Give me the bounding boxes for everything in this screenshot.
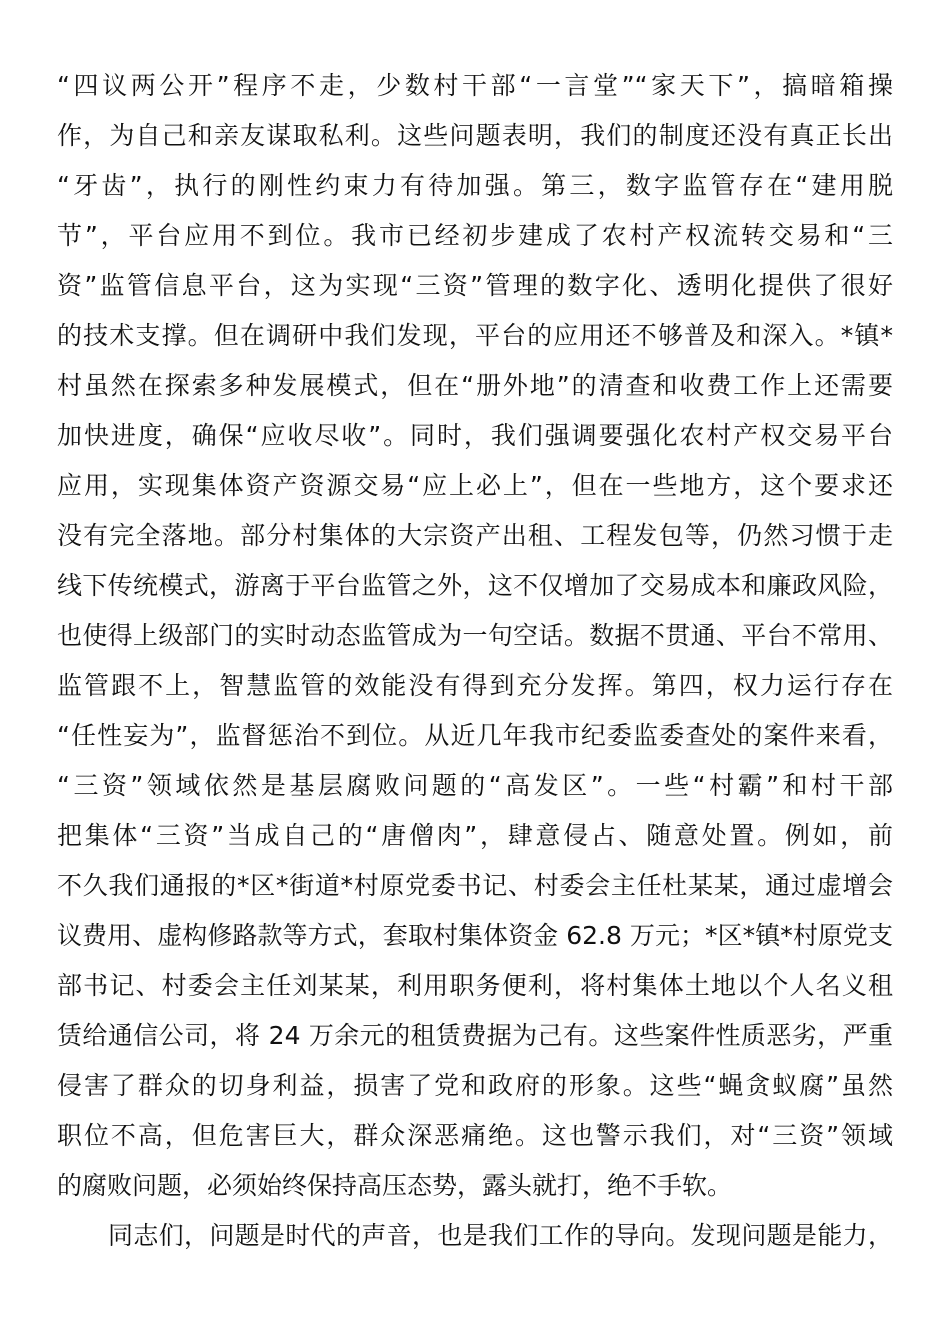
text-line: 没有完全落地。部分村集体的大宗资产出租、工程发包等，仍然习惯于走 [57,521,893,550]
text-line: 议费用、虚构修路款等方式，套取村集体资金 62.8 万元；*区*镇*村原党支 [57,921,893,950]
text-line: “四议两公开”程序不走，少数村干部“一言堂”“家天下”，搞暗箱操 [57,71,893,100]
text-line: “任性妄为”，监督惩治不到位。从近几年我市纪委监委查处的案件来看， [57,721,893,750]
text-line: “三资”领域依然是基层腐败问题的“高发区”。一些“村霸”和村干部 [57,771,893,800]
text-line: 的腐败问题，必须始终保持高压态势，露头就打，绝不手软。 [57,1171,733,1200]
text-line: 也使得上级部门的实时动态监管成为一句空话。数据不贯通、平台不常用、 [57,621,893,650]
text-line: 线下传统模式，游离于平台监管之外，这不仅增加了交易成本和廉政风险， [57,571,893,600]
text-line: “牙齿”，执行的刚性约束力有待加强。第三，数字监管存在“建用脱 [57,171,893,200]
text-line: 不久我们通报的*区*街道*村原党委书记、村委会主任杜某某，通过虚增会 [57,871,893,900]
text-line: 侵害了群众的切身利益，损害了党和政府的形象。这些“蝇贪蚁腐”虽然 [57,1071,893,1100]
text-line: 的技术支撑。但在调研中我们发现，平台的应用还不够普及和深入。*镇* [57,321,893,350]
text-line: 加快进度，确保“应收尽收”。同时，我们强调要强化农村产权交易平台 [57,421,893,450]
text-line: 职位不高，但危害巨大，群众深恶痛绝。这也警示我们，对“三资”领域 [57,1121,893,1150]
text-line: 应用，实现集体资产资源交易“应上必上”，但在一些地方，这个要求还 [57,471,893,500]
paragraph-first-line: 同志们，问题是时代的声音，也是我们工作的导向。发现问题是能力， [108,1221,893,1250]
text-line: 监管跟不上，智慧监管的效能没有得到充分发挥。第四，权力运行存在 [57,671,893,700]
text-line: 资”监管信息平台，这为实现“三资”管理的数字化、透明化提供了很好 [57,271,893,300]
text-line: 作，为自己和亲友谋取私利。这些问题表明，我们的制度还没有真正长出 [57,121,893,150]
text-line: 村虽然在探索多种发展模式，但在“册外地”的清查和收费工作上还需要 [57,371,893,400]
text-line: 部书记、村委会主任刘某某，利用职务便利，将村集体土地以个人名义租 [57,971,893,1000]
text-line: 节”，平台应用不到位。我市已经初步建成了农村产权流转交易和“三 [57,221,893,250]
text-line: 赁给通信公司，将 24 万余元的租赁费据为己有。这些案件性质恶劣，严重 [57,1021,893,1050]
text-line: 把集体“三资”当成自己的“唐僧肉”，肆意侵占、随意处置。例如，前 [57,821,893,850]
